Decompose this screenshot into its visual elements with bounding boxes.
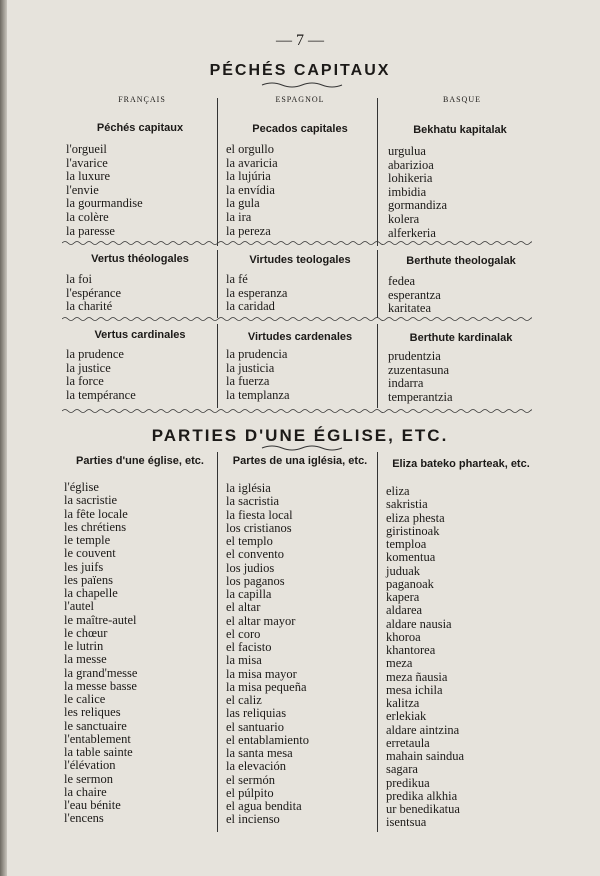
- word-list-eu: [388, 145, 447, 240]
- word-eu: aldare aintzina: [386, 722, 460, 737]
- column-divider: [377, 250, 378, 318]
- column-divider: [377, 452, 378, 832]
- word-fr: la grand'messe: [64, 665, 138, 680]
- word-fr: la charité: [66, 299, 113, 314]
- word-es: el templo: [226, 534, 273, 548]
- word-list-eu: [388, 275, 441, 316]
- word-es: el santuario: [226, 719, 284, 734]
- word-eu: meza: [386, 656, 413, 671]
- word-es: la fuerza: [226, 374, 270, 389]
- group-heading-es: Pecados capitales: [252, 123, 348, 135]
- word-fr: l'entablement: [64, 731, 131, 746]
- word-fr: le couvent: [64, 546, 116, 561]
- word-eu: erretaula: [386, 735, 430, 750]
- word-es: la lujúria: [226, 169, 271, 184]
- word-fr: les païens: [64, 572, 113, 587]
- word-eu: ur benedikatua: [386, 802, 460, 816]
- word-fr: l'autel: [64, 599, 95, 614]
- group-heading-eu: Berthute theologalak: [406, 255, 516, 267]
- title-flourish: [0, 444, 600, 452]
- group-heading-es: Virtudes cardenales: [247, 331, 353, 343]
- word-eu: isentsua: [386, 815, 427, 830]
- word-eu: kalitza: [386, 696, 420, 710]
- word-es: la esperanza: [226, 285, 288, 300]
- word-fr: l'espérance: [66, 285, 121, 300]
- word-es: la sacristia: [226, 494, 280, 509]
- word-eu: fedea: [388, 274, 416, 288]
- word-es: la fé: [226, 272, 248, 286]
- word-eu: lohikeria: [388, 171, 433, 186]
- word-fr: le lutrin: [64, 639, 104, 653]
- word-fr: la chapelle: [64, 586, 118, 600]
- word-list-eu: [388, 350, 453, 404]
- word-es: el convento: [226, 547, 284, 562]
- word-es: la envídia: [226, 182, 275, 197]
- word-eu: khoroa: [386, 629, 421, 644]
- word-fr: le maître-autel: [64, 612, 137, 627]
- section-title-peches: PÉCHÉS CAPITAUX: [209, 62, 391, 79]
- word-fr: la messe basse: [64, 678, 137, 693]
- column-divider: [377, 98, 378, 246]
- word-es: la caridad: [226, 299, 275, 314]
- word-eu: sagara: [386, 762, 418, 777]
- title-flourish: [0, 81, 600, 89]
- word-es: la misa pequeña: [226, 679, 307, 694]
- word-eu: esperantza: [388, 287, 441, 302]
- word-es: la misa mayor: [226, 666, 297, 681]
- word-list-es: [226, 273, 287, 314]
- column-divider: [377, 324, 378, 408]
- group-heading-fr: Péchés capitaux: [96, 122, 184, 134]
- word-eu: zuzentasuna: [388, 362, 450, 377]
- word-es: el altar: [226, 600, 261, 615]
- word-eu: kapera: [386, 590, 420, 604]
- word-es: el incienso: [226, 812, 280, 827]
- word-eu: karitatea: [388, 301, 432, 316]
- word-fr: l'élévation: [64, 758, 116, 773]
- section-title-eglise: PARTIES D'UNE ÉGLISE, ETC.: [151, 426, 449, 445]
- word-fr: l'avarice: [66, 155, 108, 170]
- word-fr: la chaire: [64, 784, 107, 799]
- word-fr: les juifs: [64, 559, 104, 574]
- word-fr: l'église: [64, 480, 99, 494]
- word-eu: sakristia: [386, 497, 428, 512]
- word-list-es: [226, 143, 278, 238]
- word-eu: aldare nausia: [386, 616, 452, 631]
- word-es: el púlpito: [226, 785, 274, 800]
- word-es: las reliquias: [226, 706, 287, 721]
- word-es: los judios: [226, 560, 275, 575]
- group-heading-eu: Berthute kardinalak: [409, 332, 513, 344]
- word-es: la santa mesa: [226, 746, 293, 760]
- word-eu: temploa: [386, 537, 427, 551]
- word-es: la avaricia: [226, 155, 278, 170]
- word-es: la capilla: [226, 587, 272, 601]
- word-list-fr: [66, 273, 121, 314]
- word-fr: la paresse: [66, 223, 115, 238]
- column-divider: [217, 98, 218, 246]
- word-list-fr: [64, 481, 137, 826]
- word-fr: le temple: [64, 533, 111, 547]
- word-eu: imbidia: [388, 184, 427, 199]
- word-fr: le calice: [64, 692, 106, 706]
- word-fr: le sermon: [64, 771, 113, 786]
- lang-header-basque: BASQUE: [442, 95, 481, 104]
- group-heading-es: Partes de una iglésia, etc.: [232, 455, 368, 467]
- word-es: el altar mayor: [226, 613, 296, 628]
- word-fr: la fête locale: [64, 506, 128, 521]
- word-es: el coro: [226, 626, 261, 641]
- word-es: el entablamiento: [226, 732, 309, 747]
- word-es: la ira: [226, 209, 252, 224]
- word-fr: la colère: [66, 209, 109, 224]
- word-fr: la justice: [66, 360, 111, 375]
- word-eu: erlekiak: [386, 709, 427, 724]
- word-eu: alferkeria: [388, 225, 436, 240]
- word-fr: la gourmandise: [66, 196, 143, 211]
- column-divider: [217, 324, 218, 408]
- word-fr: la foi: [66, 272, 93, 286]
- word-eu: eliza phesta: [386, 510, 445, 525]
- word-es: la fiesta local: [226, 507, 293, 522]
- group-heading-eu: Eliza bateko pharteak, etc.: [392, 458, 530, 470]
- word-es: la elevación: [226, 759, 287, 774]
- word-eu: abarizioa: [388, 157, 434, 172]
- column-divider: [217, 250, 218, 318]
- wavy-divider: [62, 240, 532, 246]
- word-eu: eliza: [386, 484, 410, 498]
- word-es: la justicia: [226, 360, 275, 375]
- word-fr: la luxure: [66, 169, 111, 184]
- word-fr: l'eau bénite: [64, 798, 121, 812]
- word-es: el facisto: [226, 640, 272, 654]
- word-list-fr: [66, 143, 143, 238]
- word-es: el sermón: [226, 772, 275, 787]
- word-eu: predika alkhia: [386, 788, 458, 803]
- word-es: la iglésia: [226, 481, 271, 495]
- word-eu: indarra: [388, 376, 424, 391]
- word-fr: le chœur: [64, 625, 108, 640]
- lang-header-spanish: ESPAGNOL: [275, 95, 325, 104]
- word-eu: prudentzia: [388, 349, 441, 363]
- word-es: los paganos: [226, 573, 285, 588]
- word-fr: les reliques: [64, 705, 121, 720]
- word-es: la pereza: [226, 223, 271, 238]
- word-fr: la tempérance: [66, 387, 136, 402]
- word-es: el agua bendita: [226, 799, 302, 813]
- word-fr: la sacristie: [64, 493, 118, 508]
- word-eu: paganoak: [386, 576, 434, 591]
- word-fr: l'encens: [64, 811, 104, 826]
- word-eu: mesa ichila: [386, 682, 443, 697]
- word-fr: l'orgueil: [66, 142, 107, 156]
- word-es: la prudencia: [226, 347, 288, 361]
- word-es: el orgullo: [226, 142, 275, 156]
- word-eu: gormandiza: [388, 198, 448, 213]
- word-list-fr: [66, 348, 136, 402]
- word-eu: aldarea: [386, 603, 423, 618]
- word-fr: la messe: [64, 652, 107, 667]
- word-list-eu: [386, 485, 464, 830]
- word-fr: la prudence: [66, 347, 124, 361]
- wavy-divider: [62, 316, 532, 322]
- word-es: la gula: [226, 196, 260, 211]
- group-heading-fr: Vertus cardinales: [94, 329, 186, 341]
- word-eu: predikua: [386, 775, 430, 790]
- page-number: — 7 —: [276, 32, 324, 49]
- word-fr: l'envie: [66, 182, 99, 197]
- word-eu: juduak: [386, 563, 421, 578]
- column-divider: [217, 452, 218, 832]
- lang-header-french: FRANÇAIS: [118, 95, 166, 104]
- word-eu: giristinoak: [386, 523, 440, 538]
- word-fr: la table sainte: [64, 745, 133, 759]
- group-heading-fr: Parties d'une église, etc.: [76, 455, 204, 467]
- word-es: los cristianos: [226, 520, 292, 535]
- word-fr: le sanctuaire: [64, 718, 127, 733]
- word-eu: khantorea: [386, 643, 436, 657]
- word-list-es: [226, 482, 309, 827]
- group-heading-es: Virtudes teologales: [249, 254, 351, 266]
- word-list-es: [226, 348, 290, 402]
- word-eu: temperantzia: [388, 389, 453, 404]
- word-es: la templanza: [226, 387, 290, 402]
- word-fr: les chrétiens: [64, 519, 127, 534]
- word-eu: urgulua: [388, 144, 426, 158]
- word-es: el caliz: [226, 693, 262, 707]
- word-fr: la force: [66, 374, 104, 389]
- group-heading-fr: Vertus théologales: [91, 253, 189, 265]
- word-eu: meza ñausia: [386, 669, 448, 684]
- word-eu: mahain saindua: [386, 749, 465, 763]
- word-eu: komentua: [386, 550, 436, 565]
- word-eu: kolera: [388, 211, 420, 226]
- group-heading-eu: Bekhatu kapitalak: [413, 124, 507, 136]
- word-es: la misa: [226, 653, 262, 668]
- wavy-divider: [62, 408, 532, 414]
